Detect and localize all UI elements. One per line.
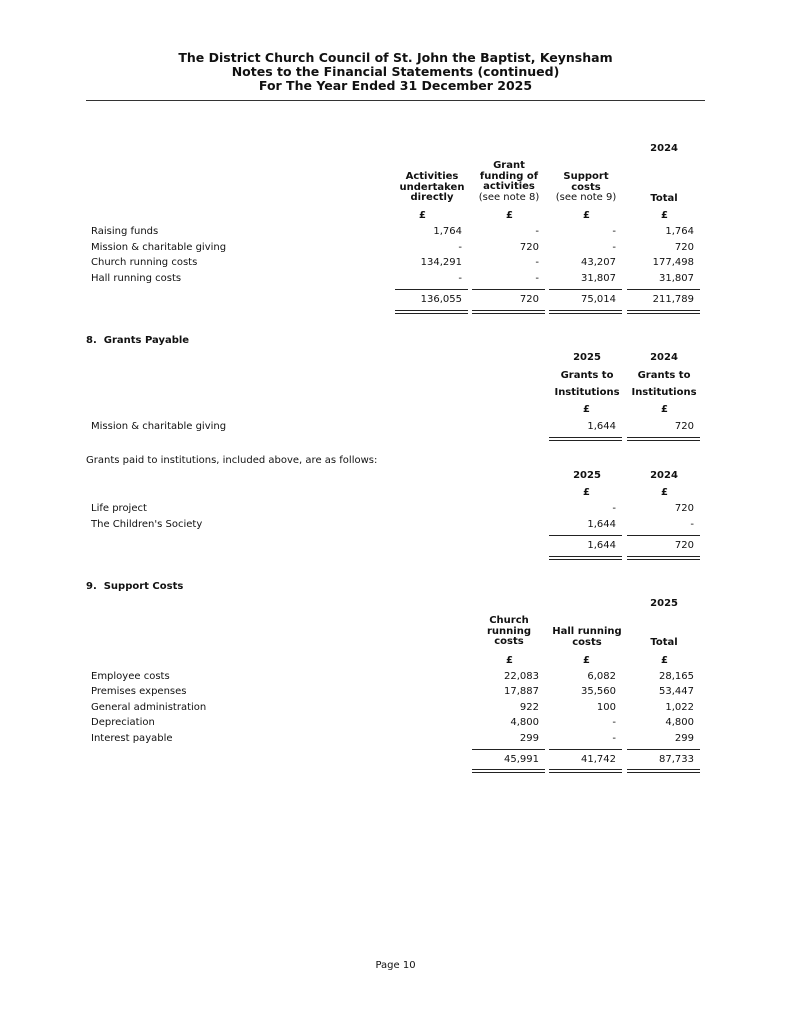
total-double-rule (472, 310, 545, 314)
year-heading: 2024 (650, 470, 678, 481)
cell-value: 720 (519, 242, 539, 253)
total-value: 136,055 (420, 294, 462, 305)
column-header-total: Total (650, 637, 678, 648)
page-number: Page 10 (375, 960, 416, 971)
subtotal-rule (472, 289, 545, 290)
cell-value: - (690, 519, 694, 530)
currency-symbol: £ (661, 655, 668, 666)
cell-value: 177,498 (652, 257, 694, 268)
cell-value: 4,800 (510, 717, 539, 728)
column-header: Grants to (637, 370, 691, 381)
total-value: 211,789 (652, 294, 694, 305)
currency-symbol: £ (661, 487, 668, 498)
total-double-rule (549, 310, 622, 314)
cell-value: - (612, 717, 616, 728)
subtotal-rule (472, 749, 545, 750)
total-value: 720 (674, 540, 694, 551)
row-label: Hall running costs (91, 273, 182, 284)
cell-value: 134,291 (420, 257, 462, 268)
total-double-rule (472, 769, 545, 773)
total-double-rule (627, 769, 700, 773)
cell-value: 922 (519, 702, 539, 713)
row-label: Depreciation (91, 717, 155, 728)
row-label: Life project (91, 503, 147, 514)
total-value: 45,991 (504, 754, 539, 765)
cell-value: 35,560 (581, 686, 616, 697)
cell-value: - (535, 273, 539, 284)
column-header-church-running: Church running costs (487, 615, 531, 648)
page-header (86, 51, 705, 93)
section-title: 8. Grants Payable (86, 335, 190, 346)
row-label: Mission & charitable giving (91, 421, 227, 432)
year-heading: 2025 (650, 598, 678, 609)
cell-value: - (612, 226, 616, 237)
cell-value: - (458, 273, 462, 284)
total-double-rule (549, 556, 622, 560)
document-title: Notes to the Financial Statements (continued) (231, 64, 560, 79)
cell-value: - (612, 733, 616, 744)
subtotal-rule (627, 535, 700, 536)
cell-value: 53,447 (659, 686, 694, 697)
currency-symbol: £ (583, 487, 590, 498)
column-header-activities: Activities undertaken directly (399, 171, 465, 204)
cell-value: - (612, 242, 616, 253)
period-title: For The Year Ended 31 December 2025 (258, 78, 533, 93)
cell-value: - (612, 503, 616, 514)
cell-value: 17,887 (504, 686, 539, 697)
total-double-rule (549, 769, 622, 773)
total-value: 87,733 (659, 754, 694, 765)
column-header-hall-running: Hall running costs (552, 626, 622, 648)
subtotal-rule (627, 289, 700, 290)
cell-value: 100 (596, 702, 616, 713)
currency-symbol: £ (419, 210, 426, 221)
subtotal-rule (627, 749, 700, 750)
column-header: Institutions (554, 387, 620, 398)
cell-value: 1,764 (665, 226, 694, 237)
currency-symbol: £ (506, 655, 513, 666)
total-double-rule (627, 556, 700, 560)
total-double-rule (627, 437, 700, 441)
cell-value: 22,083 (504, 671, 539, 682)
cell-value: 31,807 (581, 273, 616, 284)
column-header-grant-funding: Grant funding of activities (see note 8) (478, 160, 540, 203)
year-heading: 2025 (573, 352, 601, 363)
row-label: The Children's Society (91, 519, 203, 530)
column-header-total: Total (650, 193, 678, 204)
intro-text: Grants paid to institutions, included above, are as follows: (86, 455, 378, 466)
subtotal-rule (549, 749, 622, 750)
header-rule (86, 100, 705, 101)
subtotal-rule (549, 289, 622, 290)
currency-symbol: £ (583, 404, 590, 415)
cell-value: 1,644 (587, 519, 616, 530)
section-title: 9. Support Costs (86, 581, 184, 592)
total-double-rule (627, 310, 700, 314)
year-heading: 2024 (650, 143, 678, 154)
row-label: Mission & charitable giving (91, 242, 227, 253)
row-label: General administration (91, 702, 207, 713)
cell-value: 31,807 (659, 273, 694, 284)
cell-value: 43,207 (581, 257, 616, 268)
cell-value: 6,082 (587, 671, 616, 682)
row-label: Employee costs (91, 671, 170, 682)
cell-value: 4,800 (665, 717, 694, 728)
row-label: Premises expenses (91, 686, 187, 697)
cell-value: 1,764 (433, 226, 462, 237)
total-double-rule (395, 310, 468, 314)
column-header: Institutions (631, 387, 697, 398)
row-label: Raising funds (91, 226, 159, 237)
cell-value: - (458, 242, 462, 253)
cell-value: - (535, 257, 539, 268)
total-value: 41,742 (581, 754, 616, 765)
org-name: The District Church Council of St. John the Baptist, Keynsham (178, 50, 613, 65)
cell-value: 720 (674, 421, 694, 432)
cell-value: 720 (674, 242, 694, 253)
subtotal-rule (549, 535, 622, 536)
column-header: Grants to (560, 370, 614, 381)
total-value: 1,644 (587, 540, 616, 551)
currency-symbol: £ (661, 404, 668, 415)
cell-value: 1,644 (587, 421, 616, 432)
cell-value: 28,165 (659, 671, 694, 682)
currency-symbol: £ (583, 655, 590, 666)
currency-symbol: £ (506, 210, 513, 221)
total-double-rule (549, 437, 622, 441)
cell-value: 720 (674, 503, 694, 514)
cell-value: 1,022 (665, 702, 694, 713)
cell-value: - (535, 226, 539, 237)
subtotal-rule (395, 289, 468, 290)
column-header-support-costs: Support costs (see note 9) (555, 171, 617, 204)
currency-symbol: £ (583, 210, 590, 221)
total-value: 720 (519, 294, 539, 305)
row-label: Church running costs (91, 257, 198, 268)
year-heading: 2025 (573, 470, 601, 481)
row-label: Interest payable (91, 733, 173, 744)
cell-value: 299 (519, 733, 539, 744)
total-value: 75,014 (581, 294, 616, 305)
cell-value: 299 (674, 733, 694, 744)
currency-symbol: £ (661, 210, 668, 221)
year-heading: 2024 (650, 352, 678, 363)
